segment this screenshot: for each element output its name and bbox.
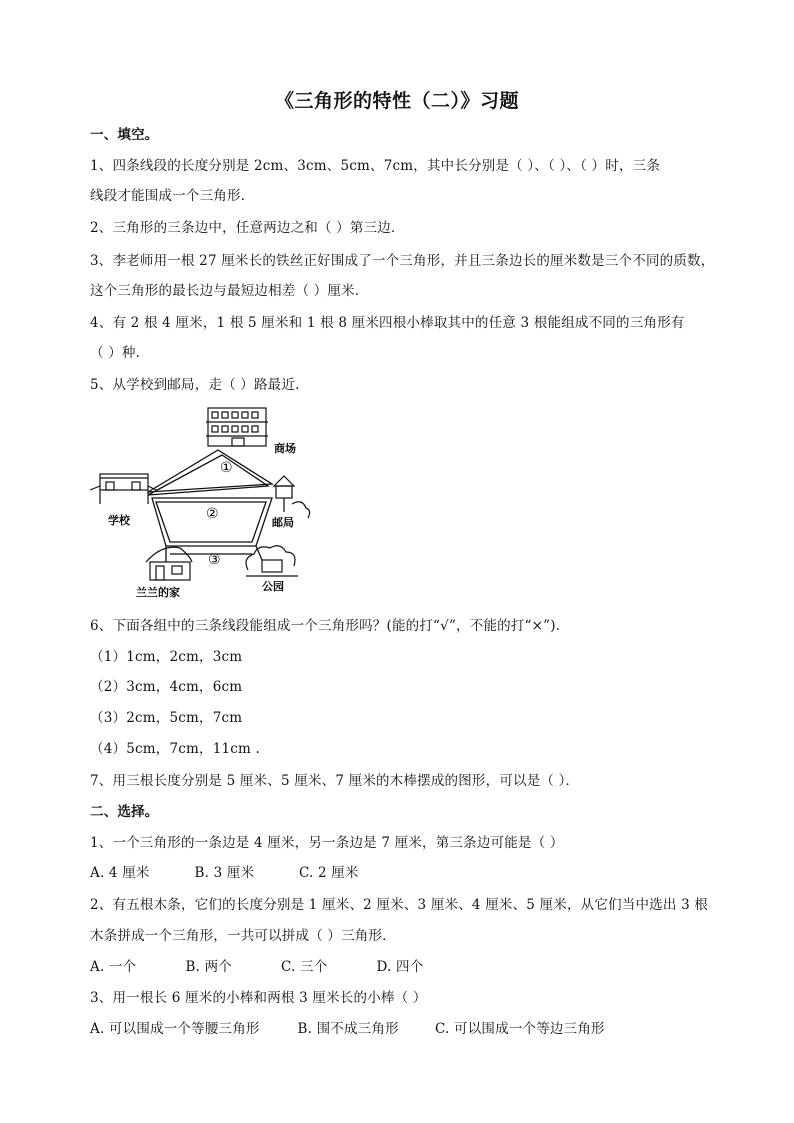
question-1-1-line1: 1、四条线段的长度分别是 2cm、3cm、5cm、7cm，其中长分别是（ ）、（ ）、（ ）时，三条 [90, 158, 661, 174]
option-c: C. 2 厘米 [299, 865, 359, 881]
school-gate-icon [90, 474, 156, 504]
question-2-1-stem: 1、一个三角形的一条边是 4 厘米，另一条边是 7 厘米，第三条边可能是（ ） [90, 835, 564, 851]
option-a: A. 一个 [90, 959, 137, 975]
option-c: C. 三个 [281, 959, 328, 975]
option-b: B. 3 厘米 [194, 865, 255, 881]
question-1-2: 2、三角形的三条边中，任意两边之和（ ）第三边． [90, 220, 405, 236]
mall-label: 商场 [274, 442, 296, 455]
park-label: 公园 [262, 580, 284, 593]
home-label: 兰兰的家 [136, 586, 180, 599]
school-label: 学校 [108, 514, 130, 527]
question-2-3-stem: 3、用一根长 6 厘米的小棒和两根 3 厘米长的小棒（ ） [90, 990, 427, 1006]
option-a: A. 4 厘米 [90, 865, 150, 881]
option-b: B. 围不成三角形 [297, 1021, 399, 1037]
question-1-3-line1: 3、李老师用一根 27 厘米长的铁丝正好围成了一个三角形，并且三条边长的厘米数是三个不同的质数， [90, 253, 715, 269]
question-2-1-options [90, 864, 359, 882]
question-2-2-line1: 2、有五根木条，它们的长度分别是 1 厘米、2 厘米、3 厘米、4 厘米、5 厘米，从它们当中选出 3 根 [90, 897, 709, 913]
option-d: D. 四个 [376, 959, 424, 975]
route-map-figure [86, 400, 336, 605]
question-1-6-stem: 6、下面各组中的三条线段能组成一个三角形吗？(能的打“√”，不能的打“×”)． [90, 618, 570, 634]
mall-building-icon [206, 408, 268, 446]
option-b: B. 两个 [185, 959, 233, 975]
route-2-label: ② [206, 506, 219, 522]
section-1-heading: 一、填空。 [90, 127, 159, 143]
question-1-6-item-2: （2）3cm，4cm，6cm [90, 679, 243, 695]
post-office-icon [274, 476, 310, 518]
question-1-4-line2: （ ）种． [90, 345, 150, 361]
option-c: C. 可以围成一个等边三角形 [435, 1021, 605, 1037]
section-2-heading: 二、选择。 [90, 804, 159, 820]
question-1-6-item-3: （3）2cm，5cm，7cm [90, 710, 243, 726]
park-icon [246, 546, 298, 576]
question-2-3-options [90, 1020, 605, 1038]
option-a: A. 可以围成一个等腰三角形 [90, 1021, 260, 1037]
question-1-1-line2: 线段才能围成一个三角形． [90, 188, 255, 204]
question-1-6-item-4: （4）5cm，7cm，11cm . [90, 741, 261, 757]
page-title: 《三角形的特性（二）》习题 [274, 90, 519, 112]
house-icon [146, 547, 192, 580]
question-2-2-line2: 木条拼成一个三角形，一共可以拼成（ ）三角形． [90, 928, 396, 944]
route-1-label: ① [220, 460, 233, 476]
question-1-5: 5、从学校到邮局，走（ ）路最近． [90, 377, 309, 393]
question-2-2-options [90, 958, 423, 976]
question-1-3-line2: 这个三角形的最长边与最短边相差（ ）厘米． [90, 283, 369, 299]
question-1-6-item-1: （1）1cm，2cm，3cm [90, 649, 243, 665]
question-1-4-line1: 4、有 2 根 4 厘米，1 根 5 厘米和 1 根 8 厘米四根小棒取其中的任意 3 根能组成不同的三角形有 [90, 315, 685, 331]
route-3-label: ③ [208, 552, 221, 568]
question-1-7: 7、用三根长度分别是 5 厘米、5 厘米、7 厘米的木棒摆成的图形，可以是（ ）． [90, 773, 580, 789]
post-office-label: 邮局 [272, 516, 294, 529]
